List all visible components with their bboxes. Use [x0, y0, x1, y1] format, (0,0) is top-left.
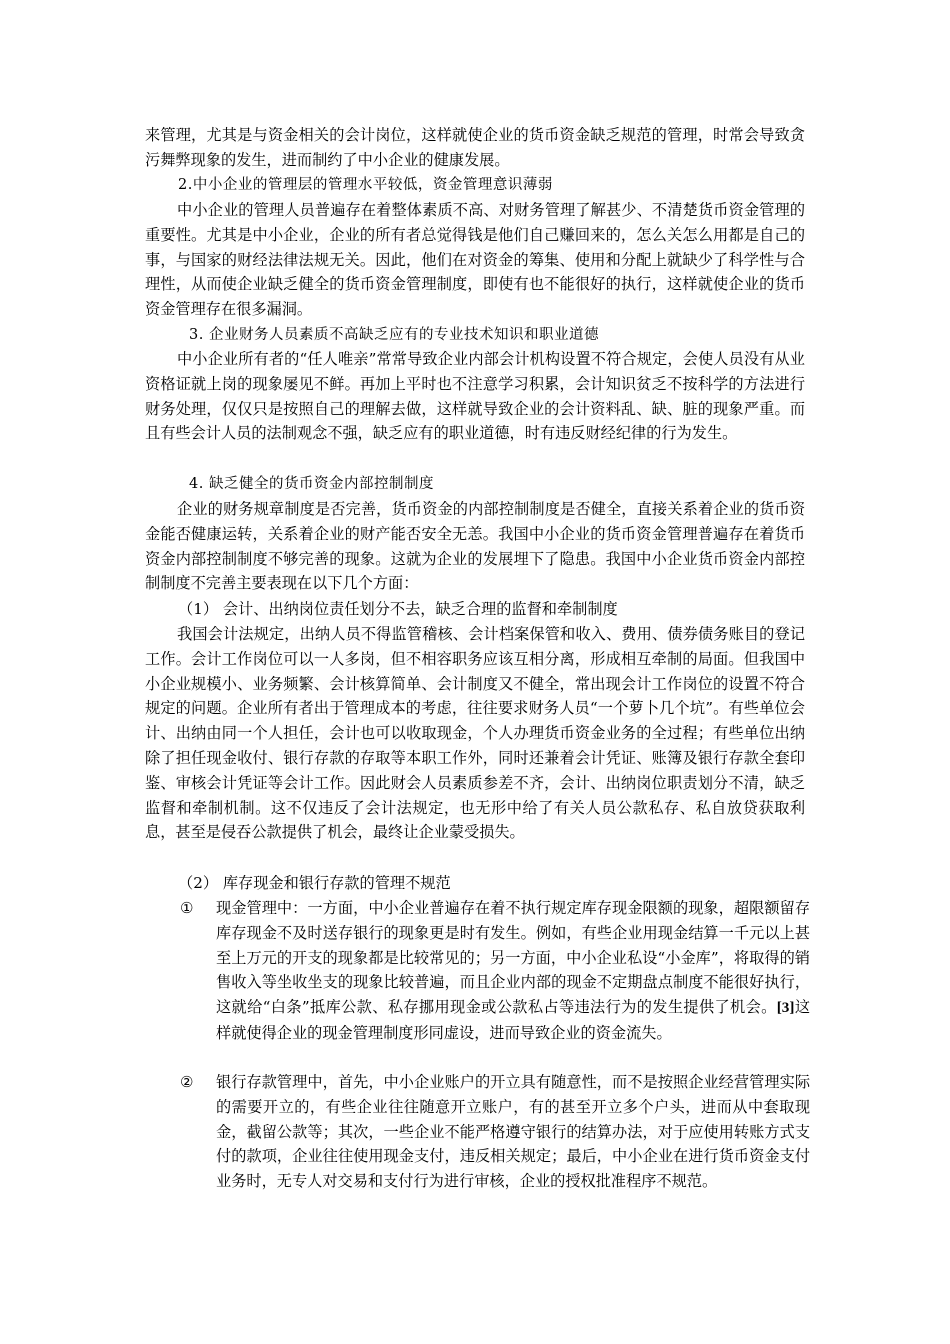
list-item [180, 1070, 810, 1194]
citation-reference: [3] [776, 999, 795, 1017]
list-item [180, 896, 810, 1046]
item-text-tail: 这样就使得企业的现金管理制度形同虚设，进而导致企业的资金流失。 [216, 998, 811, 1042]
paragraph-continuation: 来管理，尤其是与资金相关的会计岗位，这样就使企业的货币资金缺乏规范的管理，时常会导致贪污舞弊现象的发生，进而制约了中小企业的健康发展。 [145, 126, 805, 169]
item-marker: ① [180, 899, 194, 917]
item-marker: ② [180, 1073, 194, 1091]
paragraph-internal-control: 企业的财务规章制度是否完善，货币资金的内部控制制度是否健全，直接关系着企业的货币资金能否健康运转，关系着企业的财产能否安全无恙。我国中小企业的货币资金管理普遍存在着货币资金内部控制制度不够完善的现象。这就为企业的发展埋下了隐患。我国中小企业货币资金内部控制制度不完善主要表现在以下几个方面： [145, 500, 805, 593]
section-heading-3: 3. 企业财务人员素质不高缺乏应有的专业技术知识和职业道德 [189, 327, 599, 343]
paragraph-staff-quality: 中小企业所有者的“任人唯亲”常常导致企业内部会计机构设置不符合规定，会使人员没有从业资格证就上岗的现象屡见不鲜。再加上平时也不注意学习积累，会计知识贫乏不按科学的方法进行财务处理，仅仅只是按照自己的理解去做，这样就导致企业的会计资料乱、缺、脏的现象严重。而且有些会计人员的法制观念不强，缺乏应有的职业道德，时有违反财经纪律的行为发生。 [145, 350, 805, 443]
paragraph-management-level: 中小企业的管理人员普遍存在着整体素质不高、对财务管理了解甚少、不清楚货币资金管理的重要性。尤其是中小企业，企业的所有者总觉得钱是他们自己赚回来的，怎么关怎么用都是自己的事，与国家的财经法律法规无关。因此，他们在对资金的筹集、使用和分配上就缺少了科学性与合理性，从而使企业缺乏健全的货币资金管理制度，即使有也不能很好的执行，这样就使企业的货币资金管理存在很多漏洞。 [145, 201, 805, 319]
subsection-heading-1: （1） 会计、出纳岗位责任划分不去，缺乏合理的监督和牵制制度 [178, 600, 618, 618]
item-text: 银行存款管理中，首先，中小企业账户的开立具有随意性，而不是按照企业经营管理实际的需要开立的，有些企业往往随意开立账户，有的甚至开立多个户头，进而从中套取现金，截留公款等；其次，一些企业不能严格遵守银行的结算办法，对于应使用转账方式支付的款项，企业往往使用现金支付，违反相关规定；最后，中小企业在进行货币资金支付业务时，无专人对交易和支付行为进行审核，企业的授权批准程序不规范。 [216, 1073, 810, 1191]
section-heading-4: 4. 缺乏健全的货币资金内部控制制度 [189, 476, 434, 492]
section-heading-2: 2.中小企业的管理层的管理水平较低，资金管理意识薄弱 [178, 177, 553, 193]
paragraph-accounting-law: 我国会计法规定，出纳人员不得监管稽核、会计档案保管和收入、费用、债券债务账目的登记工作。会计工作岗位可以一人多岗，但不相容职务应该互相分离，形成相互牵制的局面。但我国中小企业规模小、业务频繁、会计核算简单、会计制度又不健全，常出现会计工作岗位的设置不符合规定的问题。企业所有者出于管理成本的考虑，往往要求财务人员“一个萝卜几个坑”。有些单位会计、出纳由同一个人担任，会计也可以收取现金，个人办理货币资金业务的全过程；有些单位出纳除了担任现金收付、银行存款的存取等本职工作外，同时还兼着会计凭证、账簿及银行存款全套印鉴、审核会计凭证等会计工作。因此财会人员素质参差不齐，会计、出纳岗位职责划分不清，缺乏监督和牵制机制。这不仅违反了会计法规定，也无形中给了有关人员公款私存、私自放贷获取利息，甚至是侵吞公款提供了机会，最终让企业蒙受损失。 [145, 625, 805, 842]
item-text: 现金管理中：一方面，中小企业普遍存在着不执行规定库存现金限额的现象，超限额留存库存现金不及时送存银行的现象更是时有发生。例如，有些企业用现金结算一千元以上甚至上万元的开支的现象都是比较常见的；另一方面，中小企业私设“小金库”，将取得的销售收入等坐收坐支的现象比较普遍，而且企业内部的现金不定期盘点制度不能很好执行，这就给“白条”抵库公款、私存挪用现金或公款私占等违法行为的发生提供了机会。 [216, 899, 810, 1017]
subsection-heading-2: （2） 库存现金和银行存款的管理不规范 [178, 874, 451, 892]
